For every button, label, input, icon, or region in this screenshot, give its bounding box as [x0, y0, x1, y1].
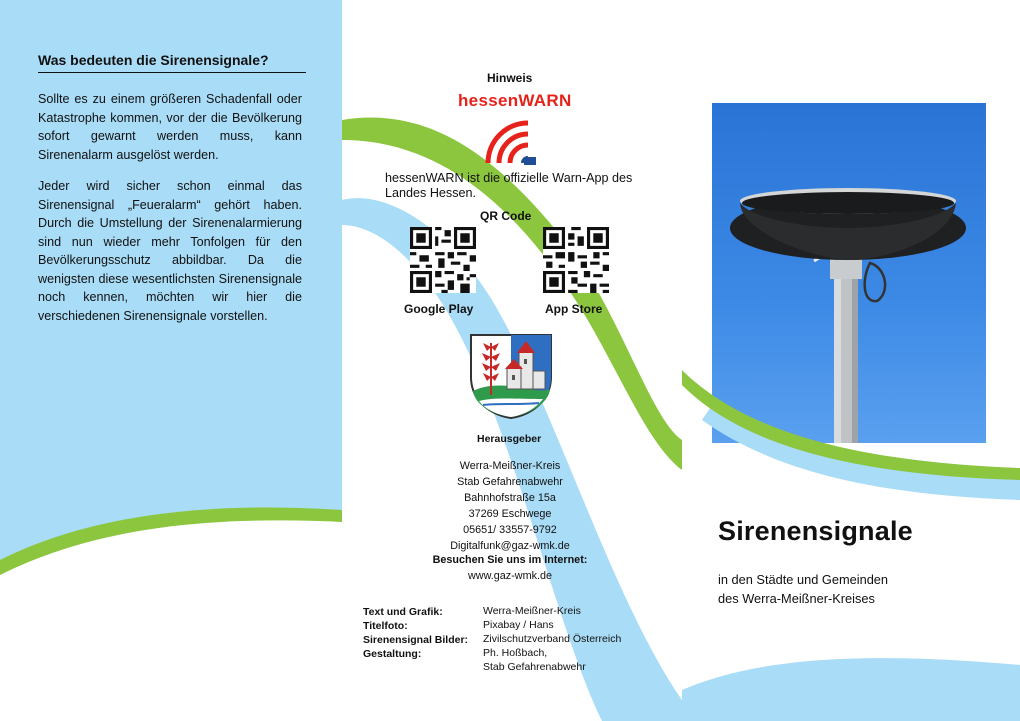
- credit-label: Text und Grafik:: [363, 606, 443, 618]
- credit-value: Stab Gefahrenabwehr: [483, 661, 586, 673]
- coat-of-arms-icon: [469, 333, 553, 419]
- cover-title: Sirenensignale: [718, 516, 913, 546]
- hessenwarn-description: hessenWARN ist die offizielle Warn-App des Landes Hessen.: [385, 171, 633, 200]
- publisher-city: 37269 Eschwege: [468, 508, 552, 520]
- publisher-street: Bahnhofstraße 15a: [464, 492, 556, 504]
- publisher-phone: 05651/ 33557-9792: [463, 524, 557, 536]
- credit-value: Werra-Meißner-Kreis: [483, 605, 581, 617]
- qr-code-label: QR Code: [480, 209, 532, 223]
- credit-label: Gestaltung:: [363, 648, 422, 660]
- credit-row: [363, 633, 483, 647]
- right-wave-decoration: [682, 0, 1020, 721]
- publisher-website-link[interactable]: www.gaz-wmk.de: [468, 570, 552, 582]
- hinweis-label: Hinweis: [487, 71, 533, 85]
- intro-paragraph: Sollte es zu einem größeren Schadenfall oder Katastrophe kommen, vor der die Bevölkerung sofort gewarnt werden muss, kann Sirenenalarm ausgelöst werden.: [38, 92, 302, 162]
- credit-value: Pixabay / Hans: [483, 619, 554, 631]
- publisher-org: Werra-Meißner-Kreis: [459, 460, 561, 472]
- hessenwarn-title: hessenWARN: [458, 91, 572, 110]
- cover-subtitle-line-2: des Werra-Meißner-Kreises: [718, 591, 875, 606]
- cover-subtitle: [718, 570, 888, 608]
- cover-subtitle-line-1: in den Städte und Gemeinden: [718, 572, 889, 587]
- credit-value: Zivilschutzverband Österreich: [483, 633, 622, 645]
- google-play-qr-code[interactable]: [410, 227, 476, 293]
- credit-row: [363, 647, 483, 661]
- publisher-email[interactable]: Digitalfunk@gaz-wmk.de: [450, 540, 570, 552]
- credit-row: [363, 605, 483, 619]
- credit-value: Ph. Hoßbach,: [483, 647, 548, 659]
- publisher-heading: Herausgeber: [477, 433, 542, 445]
- publisher-visit-label: Besuchen Sie uns im Internet:: [432, 554, 588, 566]
- app-store-qr-code[interactable]: [543, 227, 609, 293]
- publisher-department: Stab Gefahrenabwehr: [457, 476, 563, 488]
- credit-label: Titelfoto:: [363, 620, 408, 632]
- credit-label: Sirenensignal Bilder:: [363, 634, 469, 646]
- hessenwarn-signal-icon: [480, 115, 540, 167]
- credit-row: [363, 619, 483, 633]
- google-play-label[interactable]: Google Play: [404, 302, 474, 316]
- signals-paragraph: Jeder wird sicher schon einmal das Sirenensignal „Feueralarm“ gehört haben. Durch die Umstellung der Sirenenalarmierung sind nun wieder mehr Tonfolgen für den Bevölkerungsschutz abbildbar. Da die wenigsten diese wesentlichsten Sirenensignale noch kennen, möchten wir hier die verschiedenen Sirenensignale vorstellen.: [38, 179, 302, 323]
- app-store-label[interactable]: App Store: [545, 302, 603, 316]
- left-heading: Was bedeuten die Sirenensignale?: [38, 52, 306, 73]
